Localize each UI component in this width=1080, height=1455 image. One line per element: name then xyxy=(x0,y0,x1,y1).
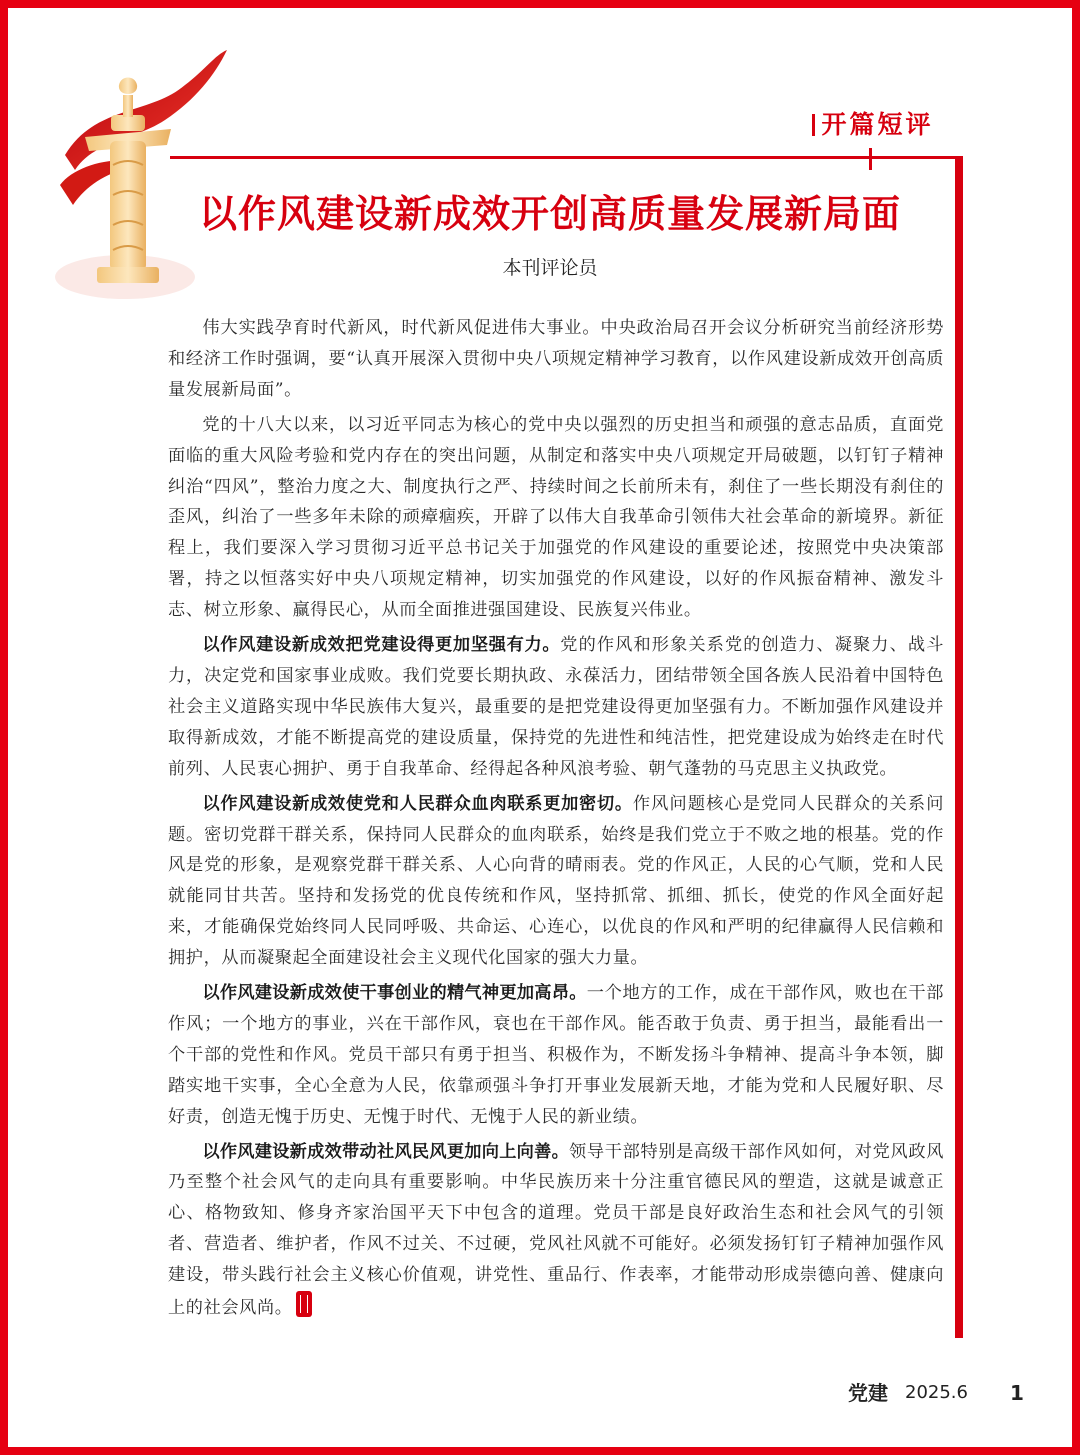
paragraph-lead: 以作风建设新成效使干事创业的精气神更加高昂。 xyxy=(202,983,587,1004)
paragraph-lead: 以作风建设新成效带动社风民风更加向上向善。 xyxy=(202,1141,570,1162)
paragraph-lead: 以作风建设新成效使党和人民群众血肉联系更加密切。 xyxy=(202,793,633,814)
paragraph-text: 一个地方的工作，成在干部作风，败也在干部作风；一个地方的事业，兴在干部作风，衰也在干部作风。能否敢于负责、勇于担当，最能看出一个干部的党性和作风。党员干部只有勇于担当、积极作为，不断发扬斗争精神、提高斗争本领，脚踏实地干实事，全心全意为人民，依靠顽强斗争打开事业发展新天地，才能为党和人民履好职、尽好责，创造无愧于历史、无愧于时代、无愧于人民的新业绩。 xyxy=(168,983,944,1127)
paragraph-background xyxy=(168,410,944,626)
end-seal-icon xyxy=(296,1291,312,1317)
column-tag-label: 开篇短评 xyxy=(821,110,934,139)
footer-magazine-name: 党建 xyxy=(848,1381,888,1405)
paragraph-text: 领导干部特别是高级干部作风如何，对党风政风乃至整个社会风气的走向具有重要影响。中华民族历来十分注重官德民风的塑造，这就是诚意正心、格物致知、修身齐家治国平天下中包含的道理。党员干部是良好政治生态和社会风气的引领者、营造者、维护者，作风不过关、不过硬，党风社风就不可能好。必须发扬钉钉子精神加强作风建设，带头践行社会主义核心价值观，讲党性、重品行、作表率，才能带动形成崇德向善、健康向上的社会风尚。 xyxy=(168,1141,944,1319)
paragraph-text: 作风问题核心是党同人民群众的关系问题。密切党群干群关系，保持同人民群众的血肉联系，始终是我们党立于不败之地的根基。党的作风是党的形象，是观察党群干群关系、人心向背的晴雨表。党的作风正，人民的心气顺，党和人民就能同甘共苦。坚持和发扬党的优良传统和作风，坚持抓常、抓细、抓长，使党的作风全面好起来，才能确保党始终同人民同呼吸、共命运、心连心，以优良的作风和严明的纪律赢得人民信赖和拥护，从而凝聚起全面建设社会主义现代化国家的强大力量。 xyxy=(168,793,944,969)
top-divider xyxy=(170,156,960,159)
byline: 本刊评论员 xyxy=(502,257,598,279)
right-side-bar xyxy=(955,156,963,1338)
article-body xyxy=(168,313,944,1328)
paragraph-point-1 xyxy=(168,630,944,785)
paragraph-point-2 xyxy=(168,789,944,974)
tag-bar-right xyxy=(869,148,872,170)
footer-issue: 2025.6 xyxy=(905,1382,968,1403)
paragraph-text: 伟大实践孕育时代新风，时代新风促进伟大事业。中央政治局召开会议分析研究当前经济形势和经济工作时强调，要“认真开展深入贯彻中央八项规定精神学习教育，以作风建设新成效开创高质量发展新局面”。 xyxy=(168,318,944,400)
page-number: 1 xyxy=(1010,1381,1024,1405)
paragraph-text: 党的作风和形象关系党的创造力、凝聚力、战斗力，决定党和国家事业成败。我们党要长期执政、永葆活力，团结带领全国各族人民沿着中国特色社会主义道路实现中华民族伟大复兴，最重要的是把党建设得更加坚强有力。不断加强作风建设并取得新成效，才能不断提高党的建设质量，保持党的先进性和纯洁性，把党建设成为始终走在时代前列、人民衷心拥护、勇于自我革命、经得起各种风浪考验、朝气蓬勃的马克思主义执政党。 xyxy=(168,635,944,779)
paragraph-point-4 xyxy=(168,1137,944,1324)
column-tag xyxy=(800,108,940,142)
paragraph-text: 党的十八大以来，以习近平同志为核心的党中央以强烈的历史担当和顽强的意志品质，直面党面临的重大风险考验和党内存在的突出问题，从制定和落实中央八项规定开局破题，以钉钉子精神纠治“四风”，整治力度之大、制度执行之严、持续时间之长前所未有，刹住了一些长期没有刹住的歪风，纠治了一些多年未除的顽瘴痼疾，开辟了以伟大自我革命引领伟大社会革命的新境界。新征程上，我们要深入学习贯彻习近平总书记关于加强党的作风建设的重要论述，按照党中央决策部署，持之以恒落实好中央八项规定精神，切实加强党的作风建设，以好的作风振奋精神、激发斗志、树立形象、赢得民心，从而全面推进强国建设、民族复兴伟业。 xyxy=(168,414,944,621)
page-title: 以作风建设新成效开创高质量发展新局面 xyxy=(198,192,901,236)
paragraph-lead: 以作风建设新成效把党建设得更加坚强有力。 xyxy=(202,635,561,656)
tag-bar-left xyxy=(812,114,815,136)
paragraph-intro xyxy=(168,313,944,406)
paragraph-point-3 xyxy=(168,978,944,1133)
